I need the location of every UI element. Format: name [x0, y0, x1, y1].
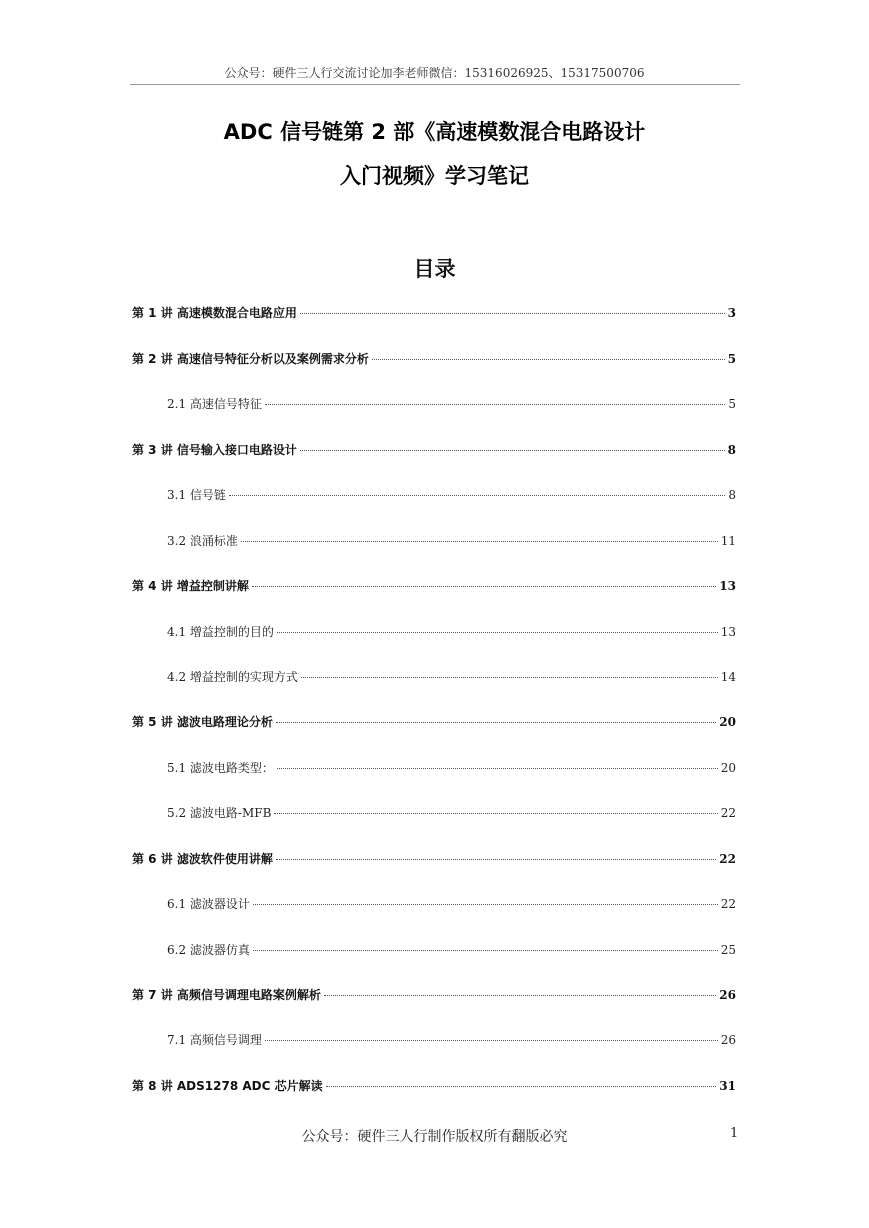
- toc-entry[interactable]: [132, 713, 736, 733]
- dot-leader: [277, 768, 718, 769]
- toc-entry[interactable]: [132, 577, 736, 597]
- toc-entry-page: 14: [720, 670, 736, 684]
- toc-entry[interactable]: [167, 623, 736, 643]
- page-number: 1: [730, 1126, 739, 1141]
- dot-leader: [276, 722, 716, 723]
- toc-entry-page: 20: [720, 761, 736, 775]
- dot-leader: [300, 450, 725, 451]
- toc-entry-label: 第 4 讲 增益控制讲解: [132, 579, 249, 593]
- toc-entry[interactable]: [167, 532, 736, 552]
- dot-leader: [265, 1040, 718, 1041]
- dot-leader: [241, 541, 718, 542]
- dot-leader: [274, 813, 717, 814]
- toc-entry-label: 3.2 浪涌标准: [167, 534, 238, 548]
- toc-entry-page: 22: [720, 806, 736, 820]
- toc-entry-page: 31: [719, 1079, 736, 1093]
- toc-entry-label: 第 1 讲 高速模数混合电路应用: [132, 306, 297, 320]
- toc-entry-page: 22: [719, 852, 736, 866]
- toc-entry-label: 第 2 讲 高速信号特征分析以及案例需求分析: [132, 352, 369, 366]
- dot-leader: [229, 495, 725, 496]
- dot-leader: [253, 904, 718, 905]
- document-title-line-2: 入门视频》学习笔记: [340, 164, 529, 188]
- dot-leader: [301, 677, 718, 678]
- page-footer: 公众号：硬件三人行制作版权所有翻版必究: [301, 1129, 568, 1145]
- toc-entry-page: 20: [719, 715, 736, 729]
- dot-leader: [253, 950, 718, 951]
- toc-entry[interactable]: [167, 759, 736, 779]
- toc-entry-label: 第 7 讲 高频信号调理电路案例解析: [132, 988, 321, 1002]
- toc-entry-label: 3.1 信号链: [167, 488, 226, 502]
- dot-leader: [252, 586, 716, 587]
- toc-entry[interactable]: [167, 804, 736, 824]
- toc-entry-label: 7.1 高频信号调理: [167, 1033, 262, 1047]
- toc-entry-page: 5: [728, 397, 736, 411]
- toc-entry-page: 13: [719, 579, 736, 593]
- toc-entry-label: 第 5 讲 滤波电路理论分析: [132, 715, 273, 729]
- toc-entry-label: 第 8 讲 ADS1278 ADC 芯片解读: [132, 1079, 323, 1093]
- toc-entry-label: 第 6 讲 滤波软件使用讲解: [132, 852, 273, 866]
- toc-entry-page: 26: [720, 1033, 736, 1047]
- toc-entry[interactable]: [167, 895, 736, 915]
- dot-leader: [326, 1086, 717, 1087]
- toc-entry[interactable]: [132, 850, 736, 870]
- toc-entry[interactable]: [167, 1031, 736, 1051]
- toc-entry-label: 2.1 高速信号特征: [167, 397, 262, 411]
- toc-entry-page: 22: [720, 897, 736, 911]
- toc-entry-page: 13: [720, 625, 736, 639]
- toc-entry[interactable]: [132, 350, 736, 370]
- page-header: 公众号：硬件三人行交流讨论加李老师微信：15316026925、15317500706: [224, 66, 645, 80]
- dot-leader: [372, 359, 725, 360]
- header-rule: [130, 84, 740, 85]
- dot-leader: [324, 995, 716, 996]
- toc-entry-label: 5.2 滤波电路-MFB: [167, 806, 272, 820]
- toc-entry[interactable]: [167, 941, 736, 961]
- document-title-line-1: ADC 信号链第 2 部《高速模数混合电路设计: [223, 120, 646, 144]
- toc-entry-page: 25: [720, 943, 736, 957]
- toc-entry[interactable]: [167, 668, 736, 688]
- toc-entry-page: 11: [720, 534, 736, 548]
- dot-leader: [276, 859, 716, 860]
- toc-entry-label: 5.1 滤波电路类型：: [167, 761, 274, 775]
- toc-entry-page: 8: [727, 443, 736, 457]
- toc-entry[interactable]: [132, 304, 736, 324]
- toc-entry-label: 4.1 增益控制的目的: [167, 625, 274, 639]
- toc-entry-page: 3: [727, 306, 736, 320]
- toc-entry-label: 6.2 滤波器仿真: [167, 943, 250, 957]
- toc-entry[interactable]: [167, 486, 736, 506]
- toc-entry-page: 8: [728, 488, 736, 502]
- toc-entry-page: 26: [719, 988, 736, 1002]
- toc-entry-label: 4.2 增益控制的实现方式: [167, 670, 298, 684]
- toc-entry[interactable]: [132, 441, 736, 461]
- toc-heading: 目录: [413, 257, 456, 281]
- toc-entry[interactable]: [132, 986, 736, 1006]
- dot-leader: [265, 404, 725, 405]
- dot-leader: [300, 313, 725, 314]
- toc-entry[interactable]: [167, 395, 736, 415]
- toc-entry[interactable]: [132, 1077, 736, 1097]
- toc-entry-label: 6.1 滤波器设计: [167, 897, 250, 911]
- toc-entry-page: 5: [727, 352, 736, 366]
- dot-leader: [277, 632, 718, 633]
- toc-entry-label: 第 3 讲 信号输入接口电路设计: [132, 443, 297, 457]
